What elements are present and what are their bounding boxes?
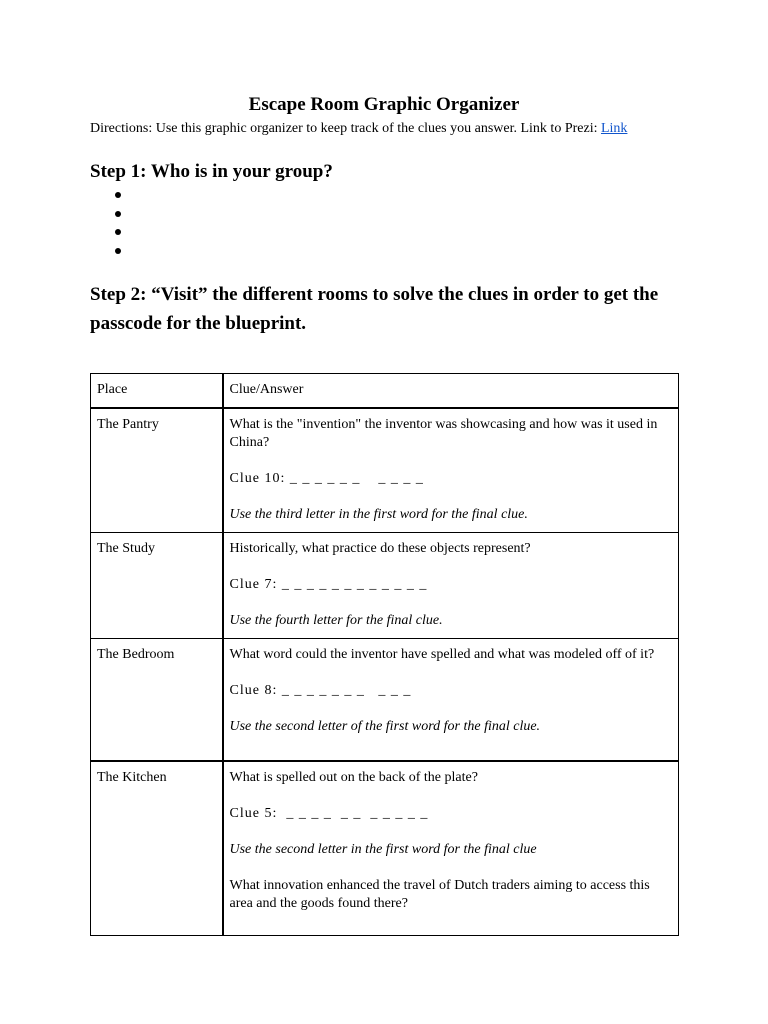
- place-cell: The Study: [91, 533, 223, 639]
- clue-answer-blanks: Clue 7: _ _ _ _ _ _ _ _ _ _ _ _: [229, 577, 428, 592]
- table-row: [91, 639, 679, 761]
- header-place: Place: [91, 374, 223, 409]
- clue-answer-blanks: Clue 10: _ _ _ _ _ _ _ _ _ _: [229, 471, 424, 486]
- clue-answer-blanks: Clue 5: _ _ _ _ _ _ _ _ _ _ _: [229, 805, 429, 821]
- step2-heading: Step 2: “Visit” the different rooms to solve the clues in order to get the passcode for the blueprint.: [90, 284, 659, 334]
- clue-question-2: What innovation enhanced the travel of Dutch traders aiming to access this area and the goods found there?: [229, 877, 650, 911]
- clue-hint: Use the fourth letter for the final clue.: [229, 613, 443, 628]
- clue-cell[interactable]: [223, 533, 679, 639]
- group-member-list: [90, 186, 150, 260]
- clue-cell[interactable]: [223, 408, 679, 533]
- group-member-bullet[interactable]: [90, 186, 150, 205]
- group-member-bullet[interactable]: [90, 205, 150, 224]
- header-clue-answer: Clue/Answer: [223, 374, 679, 409]
- clue-question: Historically, what practice do these objects represent?: [229, 541, 531, 556]
- clue-hint: Use the third letter in the first word for the final clue.: [229, 507, 528, 522]
- clue-question: What is spelled out on the back of the plate?: [229, 769, 478, 785]
- clue-cell[interactable]: [223, 639, 679, 761]
- clue-table: [90, 373, 679, 936]
- step1-heading: Step 1: Who is in your group?: [90, 161, 333, 182]
- clue-question: What word could the inventor have spelled and what was modeled off of it?: [229, 647, 655, 662]
- clue-answer-blanks: Clue 8: _ _ _ _ _ _ _ _ _ _: [229, 683, 412, 698]
- table-row: [91, 761, 679, 936]
- group-member-bullet[interactable]: [90, 242, 150, 261]
- prezi-link[interactable]: Link: [600, 121, 628, 136]
- place-cell: The Bedroom: [91, 639, 223, 761]
- table-row: [91, 533, 679, 639]
- clue-question: What is the "invention" the inventor was showcasing and how was it used in China?: [229, 417, 658, 450]
- clue-hint: Use the second letter of the first word for the final clue.: [229, 719, 541, 734]
- directions: [90, 120, 627, 138]
- table-row: [91, 408, 679, 533]
- directions-text: Directions: Use this graphic organizer to keep track of the clues you answer. Link to Prezi:: [90, 121, 601, 136]
- place-cell: The Kitchen: [91, 761, 223, 936]
- clue-hint: Use the second letter in the first word for the final clue: [229, 841, 537, 857]
- place-cell: The Pantry: [91, 408, 223, 533]
- document-title: Escape Room Graphic Organizer: [248, 94, 520, 115]
- table-header-row: [91, 374, 679, 409]
- clue-cell[interactable]: [223, 761, 679, 936]
- group-member-bullet[interactable]: [90, 223, 150, 242]
